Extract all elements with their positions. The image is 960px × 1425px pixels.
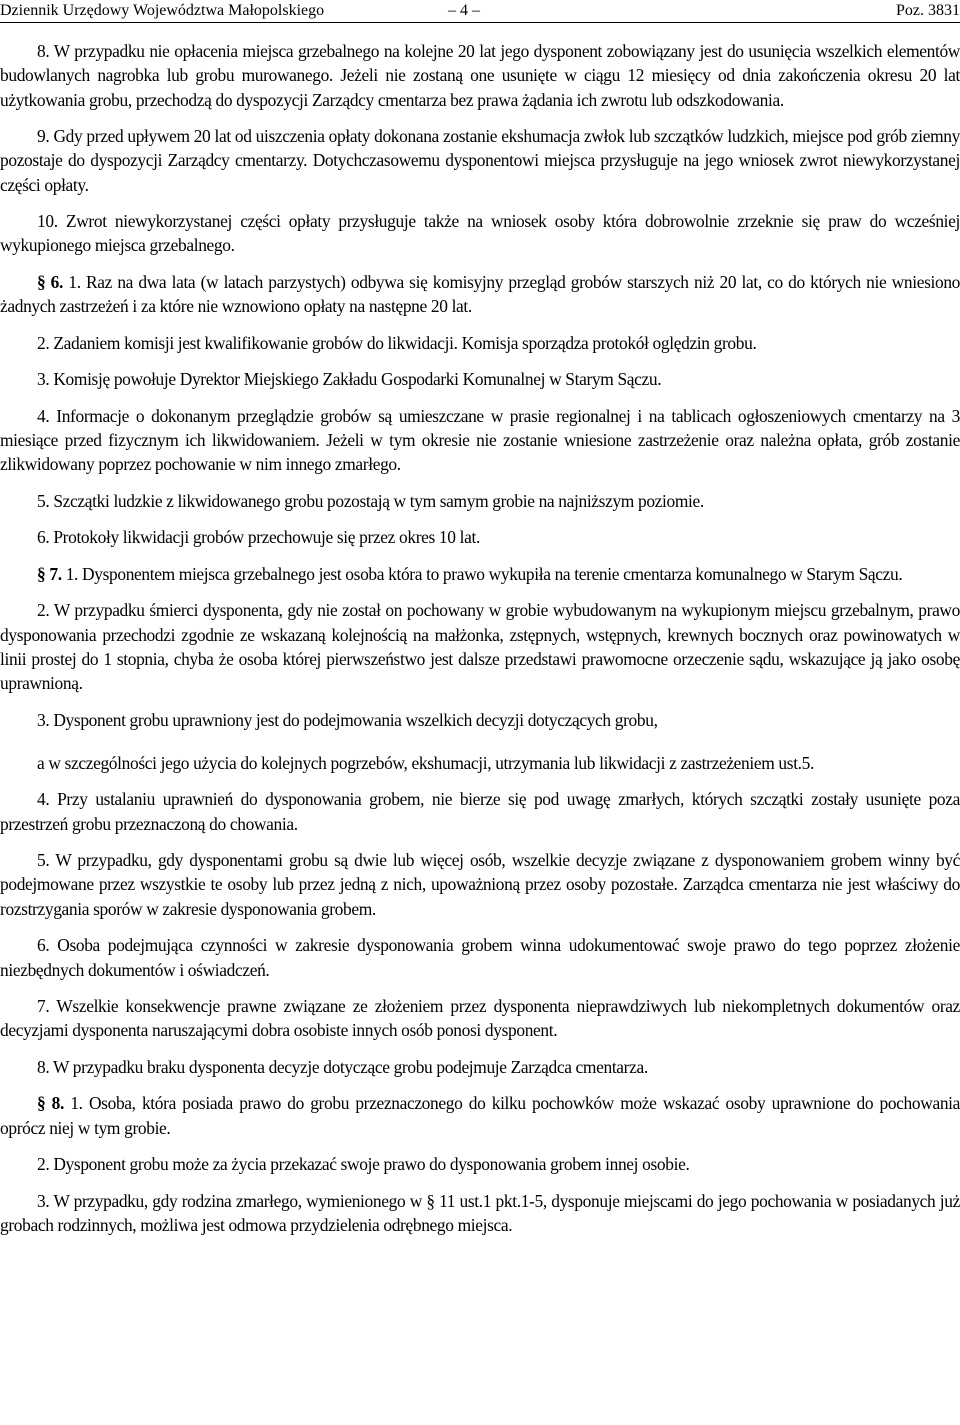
paragraph-text: W przypadku braku dysponenta decyzje dotyczące grobu podejmuje Zarządca cmentarza.	[53, 1056, 648, 1077]
paragraph-text: Przy ustalaniu uprawnień do dysponowania grobem, nie bierze się pod uwagę zmarłych, których szczątki zostały usunięte poza przestrzeń grobu przeznaczoną do chowania.	[0, 789, 960, 834]
paragraph-text: Raz na dwa lata (w latach parzystych) odbywa się komisyjny przegląd grobów starszych niż 20 lat, co do których nie wniesiono żadnych zastrzeżeń i za które nie wznowiono opłaty na następne 20 lat.	[0, 271, 960, 317]
paragraph-number: 6.	[37, 935, 50, 956]
paragraph-number: 5.	[37, 490, 50, 511]
paragraph	[0, 562, 960, 586]
paragraph-number: 2.	[37, 1154, 50, 1175]
paragraph-text: Dysponentem miejsca grzebalnego jest osoba która to prawo wykupiła na terenie cmentarza komunalnego w Starym Sączu.	[82, 563, 903, 584]
document-body	[0, 39, 960, 1249]
paragraph-text: W przypadku, gdy rodzina zmarłego, wymienionego w § 11 ust.1 pkt.1-5, dysponuje miejscami do jego pochowania w posiadanych już grobach rodzinnych, możliwa jest odmowa przydzielenia odrębnego miejsca.	[0, 1190, 960, 1235]
paragraph-number: 3.	[37, 1190, 50, 1211]
paragraph	[0, 933, 960, 982]
paragraph-text: Informacje o dokonanym przeglądzie grobów są umieszczane w prasie regionalnej i na tablicach ogłoszeniowych cmentarzy na 3 miesiące przed fizycznym ich likwidowaniem. Jeżeli w tym okresie nie zostanie wniesione zastrzeżenie oraz należna opłata, grób zostanie zlikwidowany poprzez pochowanie w nim innego zmarłego.	[0, 405, 960, 475]
paragraph-number: 3.	[37, 369, 50, 390]
paragraph-text: Dysponent grobu uprawniony jest do podejmowania wszelkich decyzji dotyczących grobu,	[53, 709, 658, 730]
paragraph	[0, 1152, 960, 1176]
paragraph	[0, 525, 960, 549]
paragraph-number: 3.	[37, 709, 50, 730]
paragraph	[0, 1091, 960, 1140]
paragraph	[0, 331, 960, 355]
paragraph	[0, 787, 960, 836]
paragraph	[0, 39, 960, 112]
paragraph-text: Szczątki ludzkie z likwidowanego grobu pozostają w tym samym grobie na najniższym poziomie.	[53, 490, 704, 511]
paragraph-text: Zadaniem komisji jest kwalifikowanie grobów do likwidacji. Komisja sporządza protokół oględzin grobu.	[53, 332, 757, 353]
paragraph-number: 1.	[70, 1093, 83, 1114]
section-number: § 6.	[37, 271, 64, 292]
paragraph	[0, 994, 960, 1043]
paragraph	[0, 1055, 960, 1079]
paragraph-text: W przypadku, gdy dysponentami grobu są dwie lub więcej osób, wszelkie decyzje związane z dysponowaniem grobem winny być podejmowane przez wszystkie te osoby lub przez jedną z nich, upoważnioną przez osoby pozostałe. Zarządca cmentarza nie jest właściwy do rozstrzygania sporów w zakresie dysponowania grobem.	[0, 850, 960, 919]
paragraph	[0, 489, 960, 513]
paragraph-text: a w szczególności jego użycia do kolejnych pogrzebów, ekshumacji, utrzymania lub likwidacji z zastrzeżeniem ust.5.	[37, 752, 815, 773]
paragraph-number: 8.	[37, 1056, 50, 1077]
paragraph-text: W przypadku nie opłacenia miejsca grzebalnego na kolejne 20 lat jego dysponent zobowiązany jest do usunięcia wszelkich elementów budowlanych nagrobka lub grobu murowanego. Jeżeli nie zostaną one usunięte w ciągu 12 miesięcy od dnia zakończenia okresu 20 lat użytkowania grobu, przechodzą do dyspozycji Zarządcy cmentarza bez prawa żądania ich zwrotu lub odszkodowania.	[0, 41, 960, 110]
paragraph-number: 1.	[68, 271, 81, 292]
paragraph	[0, 209, 960, 258]
page-header	[0, 0, 960, 22]
paragraph	[0, 751, 960, 775]
paragraph-number: 5.	[37, 850, 50, 871]
paragraph-text: Protokoły likwidacji grobów przechowuje się przez okres 10 lat.	[53, 527, 480, 548]
paragraph	[0, 598, 960, 695]
paragraph	[0, 270, 960, 319]
paragraph-text: Osoba, która posiada prawo do grobu przeznaczonego do kilku pochowków może wskazać osoby uprawnione do pochowania oprócz niej w tym grobie.	[0, 1093, 960, 1138]
paragraph-number: 10.	[37, 211, 58, 232]
paragraph	[0, 124, 960, 197]
paragraph	[0, 367, 960, 391]
paragraph-number: 4.	[37, 789, 50, 810]
paragraph-number: 9.	[37, 126, 50, 147]
paragraph-number: 6.	[37, 527, 50, 548]
paragraph-number: 7.	[37, 996, 50, 1017]
page-number: – 4 –	[448, 2, 480, 19]
paragraph-text: Gdy przed upływem 20 lat od uiszczenia opłaty dokonana zostanie ekshumacja zwłok lub szczątków ludzkich, miejsce pod grób ziemny pozostaje do dyspozycji Zarządcy cmentarzy. Dotychczasowemu dysponentowi miejsca przysługuje na jego wniosek zwrot niewykorzystanej części opłaty.	[0, 126, 960, 195]
header-rule	[0, 22, 960, 23]
paragraph-number: 4.	[37, 405, 50, 426]
paragraph	[0, 848, 960, 921]
paragraph-text: Dysponent grobu może za życia przekazać swoje prawo do dysponowania grobem innej osobie.	[53, 1154, 690, 1175]
paragraph-text: Zwrot niewykorzystanej części opłaty przysługuje także na wniosek osoby która dobrowolnie zrzeknie się praw do wcześniej wykupionego miejsca grzebalnego.	[0, 211, 960, 256]
paragraph-number: 8.	[37, 41, 50, 61]
paragraph-number: 2.	[37, 600, 50, 621]
paragraph-number: 2.	[37, 332, 50, 353]
paragraph	[0, 404, 960, 477]
section-number: § 8.	[37, 1093, 64, 1114]
position-number: Poz. 3831	[896, 2, 960, 19]
journal-title: Dziennik Urzędowy Województwa Małopolskiego	[0, 2, 325, 19]
paragraph-text: Wszelkie konsekwencje prawne związane ze złożeniem przez dysponenta nieprawdziwych lub niekompletnych dokumentów oraz decyzjami dysponenta naruszającymi dobra osobiste innych osób ponosi dysponent.	[0, 996, 960, 1041]
paragraph-number: 1.	[65, 563, 79, 584]
paragraph	[0, 1189, 960, 1238]
paragraph	[0, 708, 960, 732]
section-number: § 7.	[37, 563, 62, 584]
paragraph-text: Osoba podejmująca czynności w zakresie dysponowania grobem winna udokumentować swoje prawo do tego poprzez złożenie niezbędnych dokumentów i oświadczeń.	[0, 935, 960, 980]
paragraph-text: Komisję powołuje Dyrektor Miejskiego Zakładu Gospodarki Komunalnej w Starym Sączu.	[53, 369, 662, 390]
paragraph-text: W przypadku śmierci dysponenta, gdy nie został on pochowany w grobie wybudowanym na wykupionym miejscu grzebalnym, prawo dysponowania przechodzi zgodnie ze wskazaną kolejnością na małżonka, zstępnych, wstępnych, krewnych bocznych oraz powinowatych w linii prostej do 1 stopnia, chyba że osoba której pierwszeństwo jest dalsze przedstawi prawomocne orzeczenie sądu, wskazujące ją jako osobę uprawnioną.	[0, 600, 960, 694]
